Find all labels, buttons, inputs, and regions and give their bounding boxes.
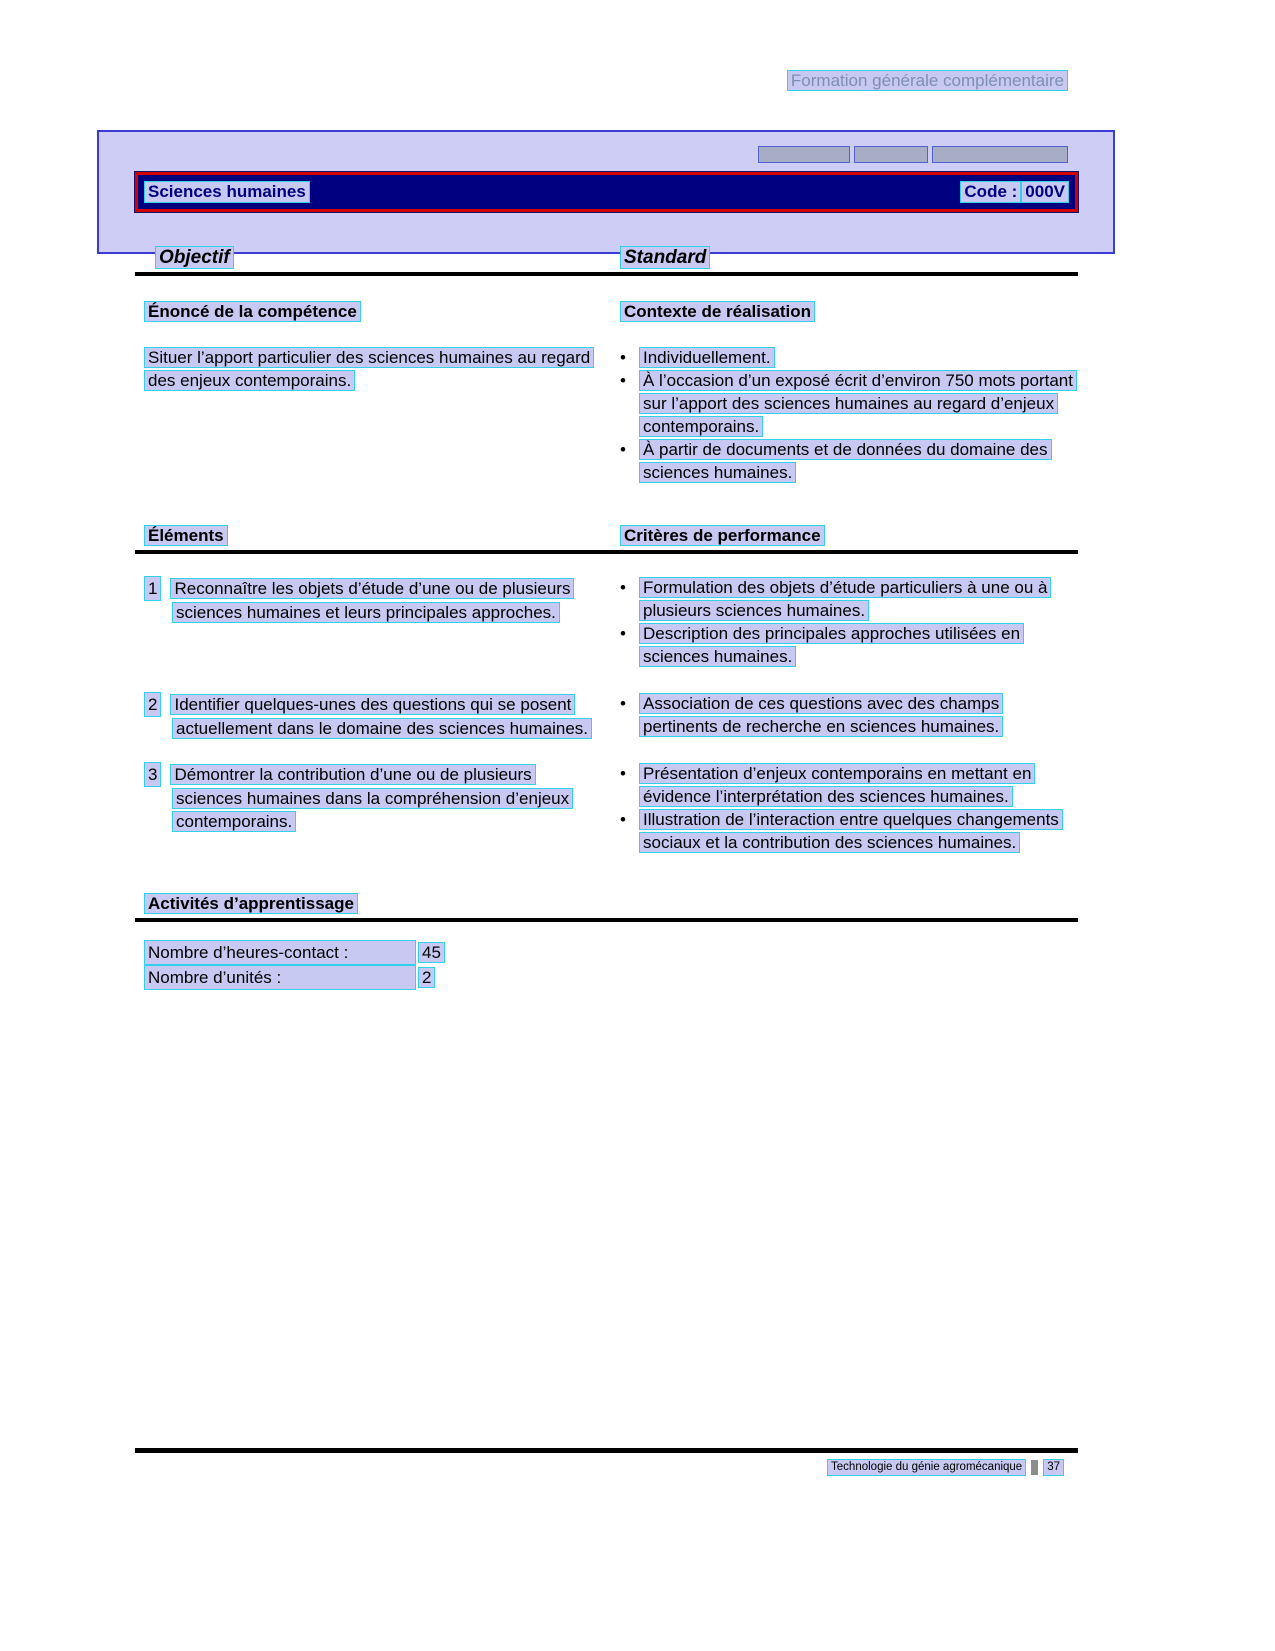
hours-label: Nombre d’heures-contact : xyxy=(144,940,416,965)
enonce-heading: Énoncé de la compétence xyxy=(144,301,361,322)
divider-activites xyxy=(135,918,1078,922)
course-code-label: Code : xyxy=(960,181,1021,203)
criteres-heading: Critères de performance xyxy=(620,525,825,546)
contexte-heading-cell xyxy=(620,300,1078,323)
footer-divider xyxy=(135,1448,1078,1453)
criteria-text: Association de ces questions avec des champs pertinents de recherche en sciences humaines. xyxy=(639,693,1003,737)
element-text-cell xyxy=(135,692,620,740)
course-code-value: 000V xyxy=(1021,181,1069,203)
standard-column xyxy=(620,246,1078,269)
divider-objectif-standard xyxy=(135,272,1078,276)
contexte-heading: Contexte de réalisation xyxy=(620,301,815,322)
element-text: Reconnaître les objets d’étude d’une ou de plusieurs sciences humaines et leurs principales approches. xyxy=(170,578,574,623)
criteria-bullet xyxy=(620,622,1078,668)
header-field-2 xyxy=(854,146,928,163)
criteria-cell xyxy=(620,692,1078,738)
contexte-bullet-text: À l’occasion d’un exposé écrit d’environ 750 mots portant sur l’apport des sciences humaines au regard d’enjeux contemporains. xyxy=(639,370,1077,437)
enonce-heading-cell xyxy=(135,300,620,323)
hours-value: 45 xyxy=(418,942,445,963)
course-code-group xyxy=(960,181,1069,203)
criteria-bullet xyxy=(620,576,1078,622)
element-row-1 xyxy=(135,576,1078,668)
elements-heading-cell xyxy=(135,524,620,547)
bullet-icon: • xyxy=(620,694,626,713)
bullet-icon: • xyxy=(620,440,626,459)
contexte-bullet xyxy=(620,438,1078,484)
criteria-text: Présentation d’enjeux contemporains en mettant en évidence l’interprétation des sciences humaines. xyxy=(639,763,1035,807)
objectif-heading: Objectif xyxy=(155,246,234,269)
standard-heading: Standard xyxy=(620,246,710,269)
course-title-bar xyxy=(135,172,1078,212)
criteria-bullet xyxy=(620,692,1078,738)
contexte-bullets-cell xyxy=(620,346,1078,484)
activites-values xyxy=(135,940,1078,990)
criteria-text: Illustration de l’interaction entre quelques changements sociaux et la contribution des sciences humaines. xyxy=(639,809,1063,853)
element-number: 1 xyxy=(144,576,161,601)
contexte-bullet-text: À partir de documents et de données du domaine des sciences humaines. xyxy=(639,439,1052,483)
contexte-bullet xyxy=(620,346,1078,369)
footer-separator xyxy=(1031,1460,1038,1475)
objectif-standard-heading-row xyxy=(135,246,1078,269)
enonce-contexte-heading-row xyxy=(135,300,1078,323)
criteria-bullet xyxy=(620,808,1078,854)
element-text: Démontrer la contribution d’une ou de plusieurs sciences humaines dans la compréhension d’enjeux contemporains. xyxy=(170,764,573,832)
footer-page-number: 37 xyxy=(1043,1459,1064,1476)
element-row-2 xyxy=(135,692,1078,740)
bullet-icon: • xyxy=(620,810,626,829)
criteria-text: Description des principales approches utilisées en sciences humaines. xyxy=(639,623,1024,667)
activites-heading-row xyxy=(135,892,1078,915)
doc-header xyxy=(787,70,1068,91)
divider-elements-criteres xyxy=(135,550,1078,554)
criteria-cell xyxy=(620,576,1078,668)
header-field-row xyxy=(758,146,1068,163)
footer-program-name: Technologie du génie agromécanique xyxy=(827,1459,1026,1476)
element-number: 3 xyxy=(144,762,161,787)
elements-heading: Éléments xyxy=(144,525,228,546)
element-row-3 xyxy=(135,762,1078,854)
units-value: 2 xyxy=(418,967,435,988)
bullet-icon: • xyxy=(620,371,626,390)
elements-criteres-heading-row xyxy=(135,524,1078,547)
units-row xyxy=(144,965,1078,990)
footer xyxy=(135,1459,1078,1476)
element-text-cell xyxy=(135,762,620,833)
competence-row xyxy=(135,346,1078,484)
criteria-cell xyxy=(620,762,1078,854)
element-number: 2 xyxy=(144,692,161,717)
competence-statement: Situer l’apport particulier des sciences humaines au regard des enjeux contemporains. xyxy=(144,347,594,391)
contexte-bullet-text: Individuellement. xyxy=(639,347,775,368)
course-title: Sciences humaines xyxy=(144,181,310,203)
content-area xyxy=(135,246,1078,990)
units-label: Nombre d’unités : xyxy=(144,965,416,990)
objectif-column xyxy=(135,246,620,269)
doc-category-label: Formation générale complémentaire xyxy=(787,70,1068,91)
bullet-icon: • xyxy=(620,578,626,597)
criteria-text: Formulation des objets d’étude particuliers à une ou à plusieurs sciences humaines. xyxy=(639,577,1051,621)
course-header-panel xyxy=(97,130,1115,254)
bullet-icon: • xyxy=(620,764,626,783)
criteria-bullet xyxy=(620,762,1078,808)
header-field-1 xyxy=(758,146,850,163)
header-field-3 xyxy=(932,146,1068,163)
criteres-heading-cell xyxy=(620,524,1078,547)
bullet-icon: • xyxy=(620,348,626,367)
contexte-bullet xyxy=(620,369,1078,438)
element-text: Identifier quelques-unes des questions qui se posent actuellement dans le domaine des sciences humaines. xyxy=(170,694,592,739)
competence-statement-cell xyxy=(135,346,620,392)
activites-heading: Activités d’apprentissage xyxy=(144,893,358,914)
bullet-icon: • xyxy=(620,624,626,643)
element-text-cell xyxy=(135,576,620,624)
hours-row xyxy=(144,940,1078,965)
